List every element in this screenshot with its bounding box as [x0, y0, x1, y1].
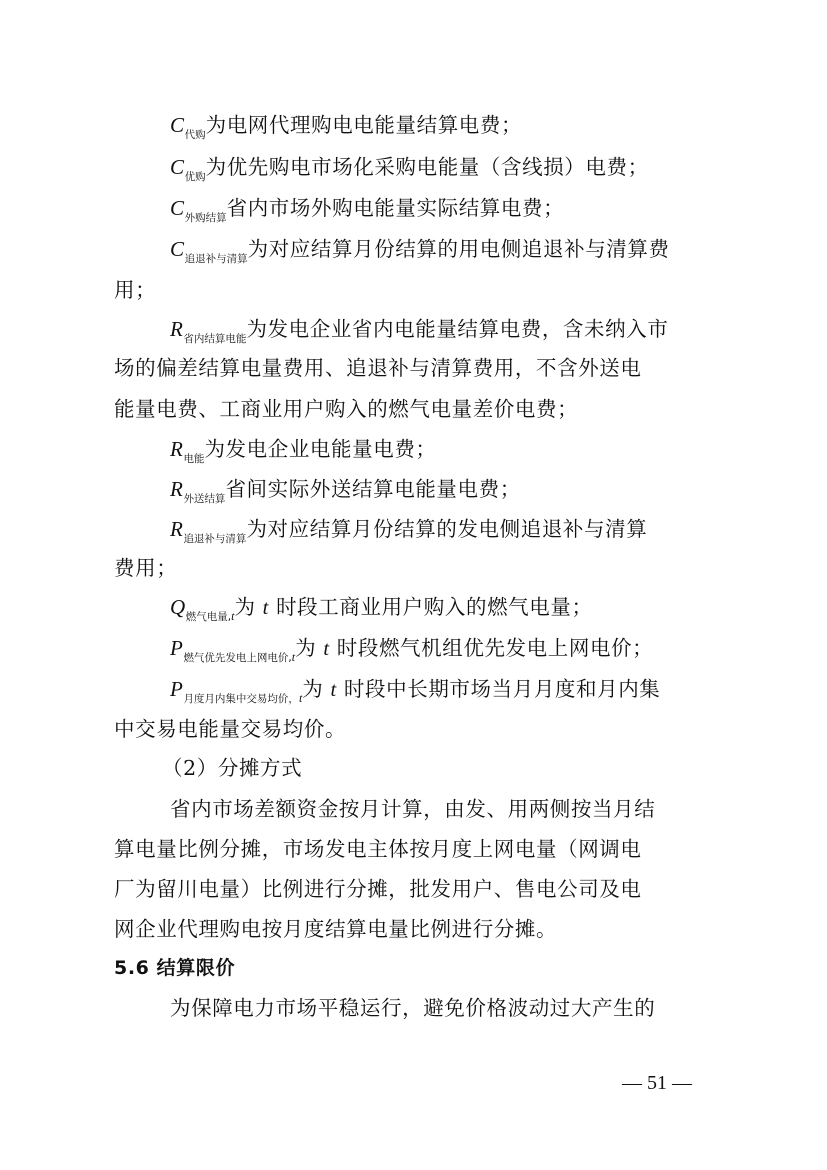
definition-prefix: 为	[295, 636, 324, 660]
definition-prefix: 为	[302, 677, 331, 701]
symbol: R	[170, 317, 184, 341]
subscript-t: t	[231, 609, 235, 623]
symbol: P	[170, 636, 184, 660]
item-2-title: （2）分摊方式	[162, 756, 303, 780]
paragraph-line: 省内市场差额资金按月计算，由发、用两侧按当月结	[170, 797, 656, 821]
def-line	[170, 314, 668, 348]
subscript: 外送结算	[183, 493, 226, 505]
def-continuation: 场的偏差结算电量费用、追退补与清算费用，不含外送电	[114, 356, 642, 380]
paragraph-line: 网企业代理购电按月度结算电量比例进行分摊。	[114, 917, 558, 941]
paragraph-line: 算电量比例分摊，市场发电主体按月度上网电量（网调电	[114, 837, 642, 861]
subscript: 追退补与清算	[184, 253, 248, 265]
def-continuation: 用；	[114, 278, 157, 302]
definition-text: 为发电企业省内电能量结算电费，含未纳入市	[246, 317, 669, 341]
subscript: 代购	[184, 129, 206, 141]
definition-text: 为发电企业电能量电费；	[204, 437, 437, 461]
definition-text: 省内市场外购电能量实际结算电费；	[226, 196, 565, 220]
paragraph-line: 厂为留川电量）比例进行分摊，批发用户、售电公司及电	[114, 877, 642, 901]
def-line	[170, 592, 593, 626]
variable-t: t	[262, 597, 269, 619]
def-line	[170, 514, 647, 548]
symbol: Q	[170, 595, 186, 619]
def-continuation: 费用；	[114, 556, 178, 580]
subscript-t: t	[298, 691, 303, 705]
def-continuation: 中交易电能量交易均价。	[114, 717, 347, 741]
subscript: 优购	[184, 171, 206, 183]
symbol: C	[170, 113, 185, 137]
section-heading: 5.6 结算限价	[114, 957, 236, 979]
subscript: 月度月内集中交易均价，	[183, 693, 299, 705]
symbol: C	[170, 196, 185, 220]
def-line	[170, 474, 521, 508]
symbol: P	[170, 677, 184, 701]
definition-text: 时段燃气机组优先发电上网电价；	[329, 636, 654, 660]
def-line	[170, 434, 437, 468]
subscript: 外购结算	[184, 212, 227, 224]
subscript: 追退补与清算	[183, 533, 247, 545]
def-continuation: 能量电费、工商业用户购入的燃气电量差价电费；	[114, 397, 579, 421]
def-line	[170, 234, 670, 268]
subscript: 电能	[183, 453, 205, 465]
paragraph-line: 为保障电力市场平稳运行，避免价格波动过大产生的	[170, 996, 656, 1020]
definition-text: 时段中长期市场当月月度和月内集	[336, 677, 661, 701]
def-line	[170, 674, 660, 708]
definition-text: 为对应结算月份结算的发电侧追退补与清算	[246, 517, 648, 541]
definition-text: 为对应结算月份结算的用电侧追退补与清算费	[247, 237, 670, 261]
subscript: 省内结算电能	[183, 333, 247, 345]
subscript-t: t	[291, 650, 296, 664]
symbol: R	[170, 477, 184, 501]
def-line	[170, 193, 564, 227]
variable-t: t	[323, 638, 330, 660]
definition-text: 为优先购电市场化采购电能量（含线损）电费；	[205, 155, 649, 179]
page-number: — 51 —	[622, 1072, 692, 1094]
symbol: C	[170, 155, 185, 179]
def-line	[170, 152, 649, 186]
subscript: 燃气优先发电上网电价,	[183, 652, 292, 664]
definition-text: 省间实际外送结算电能量电费；	[225, 477, 521, 501]
def-line	[170, 110, 522, 144]
symbol: R	[170, 517, 184, 541]
definition-text: 时段工商业用户购入的燃气电量；	[268, 595, 593, 619]
definition-prefix: 为	[234, 595, 263, 619]
symbol: C	[170, 237, 185, 261]
definition-text: 为电网代理购电电能量结算电费；	[205, 113, 523, 137]
symbol: R	[170, 437, 184, 461]
variable-t: t	[330, 679, 337, 701]
def-line	[170, 633, 653, 667]
subscript: 燃气电量,	[185, 611, 232, 623]
